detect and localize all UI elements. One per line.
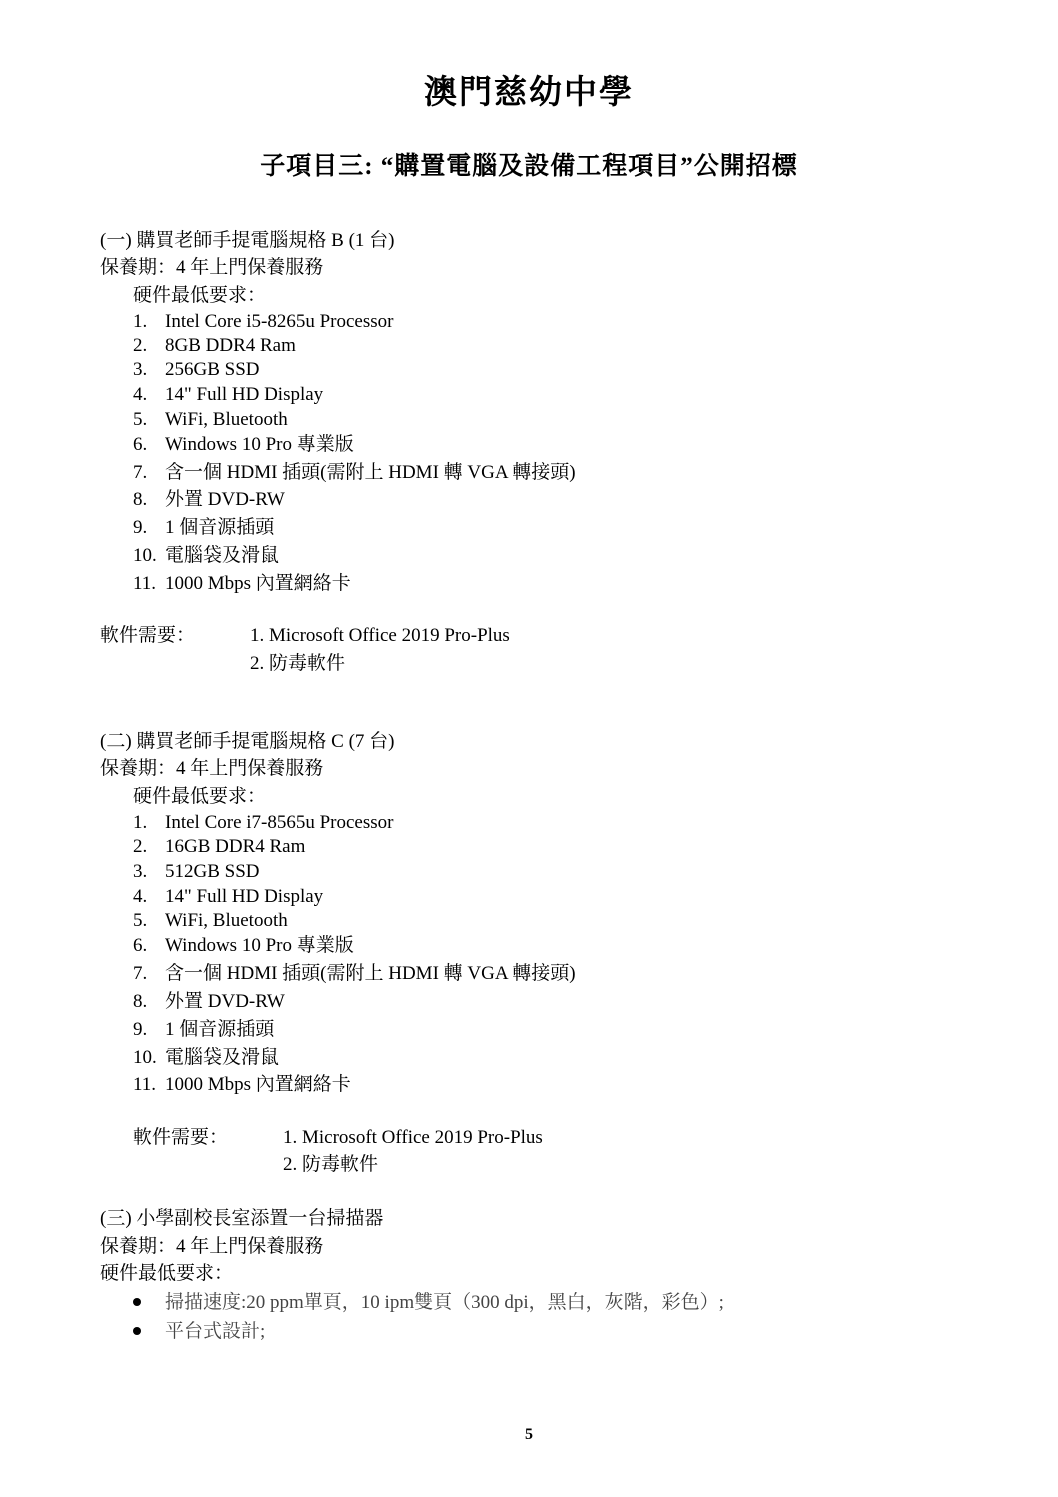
bullet-item: 平台式設計; [133,1320,265,1344]
list-item: 11. 1000 Mbps 內置網絡卡 [133,573,351,594]
list-item: 8. 外置 DVD-RW [133,991,285,1012]
section3-warranty: 保養期：4 年上門保養服務 [100,1236,324,1257]
list-item: 5. WiFi, Bluetooth [133,409,288,430]
list-item: 2. 16GB DDR4 Ram [133,836,306,857]
section1-sw-item: 1. Microsoft Office 2019 Pro-Plus [250,625,510,646]
school-name: 澳門慈幼中學 [424,75,634,111]
section1-warranty: 保養期：4 年上門保養服務 [100,257,324,278]
list-item: 4. 14" Full HD Display [133,886,324,907]
section1-sw-item: 2. 防毒軟件 [250,653,346,674]
section2-sw-label: 軟件需要： [133,1127,229,1148]
section2-sw-item: 1. Microsoft Office 2019 Pro-Plus [283,1127,543,1148]
list-item: 8. 外置 DVD-RW [133,489,285,510]
list-item: 1. Intel Core i7-8565u Processor [133,812,394,833]
list-item: 1. Intel Core i5-8265u Processor [133,311,394,332]
document-subtitle: 子項目三: “購置電腦及設備工程項目”公開招標 [260,153,798,180]
list-item: 4. 14" Full HD Display [133,384,324,405]
bullet-item: 掃描速度:20 ppm單頁，10 ipm雙頁（300 dpi，黑白，灰階，彩色）; [133,1291,724,1315]
list-item: 10. 電腦袋及滑鼠 [133,1047,280,1068]
section1-sw-label: 軟件需要： [100,625,196,646]
list-item: 9. 1 個音源插頭 [133,1019,275,1040]
section3-title: (三) 小學副校長室添置一台掃描器 [100,1208,384,1229]
list-item: 11. 1000 Mbps 內置網絡卡 [133,1074,351,1095]
list-item: 3. 256GB SSD [133,359,260,380]
list-item: 6. Windows 10 Pro 專業版 [133,935,354,956]
section2-title: (二) 購買老師手提電腦規格 C (7 台) [100,731,395,752]
list-item: 9. 1 個音源插頭 [133,517,275,538]
section1-title: (一) 購買老師手提電腦規格 B (1 台) [100,230,395,251]
list-item: 7. 含一個 HDMI 插頭(需附上 HDMI 轉 VGA 轉接頭) [133,462,576,483]
section2-hw-label: 硬件最低要求： [133,786,267,807]
list-item: 5. WiFi, Bluetooth [133,910,288,931]
section1-hw-label: 硬件最低要求： [133,285,267,306]
section2-sw-item: 2. 防毒軟件 [283,1154,379,1175]
page-number: 5 [525,1426,533,1443]
list-item: 3. 512GB SSD [133,861,260,882]
section3-hw-label: 硬件最低要求： [100,1263,234,1284]
list-item: 2. 8GB DDR4 Ram [133,335,296,356]
list-item: 7. 含一個 HDMI 插頭(需附上 HDMI 轉 VGA 轉接頭) [133,963,576,984]
section2-warranty: 保養期：4 年上門保養服務 [100,758,324,779]
bullet-icon [133,1298,141,1306]
list-item: 6. Windows 10 Pro 專業版 [133,434,354,455]
list-item: 10. 電腦袋及滑鼠 [133,545,280,566]
bullet-icon [133,1327,141,1335]
